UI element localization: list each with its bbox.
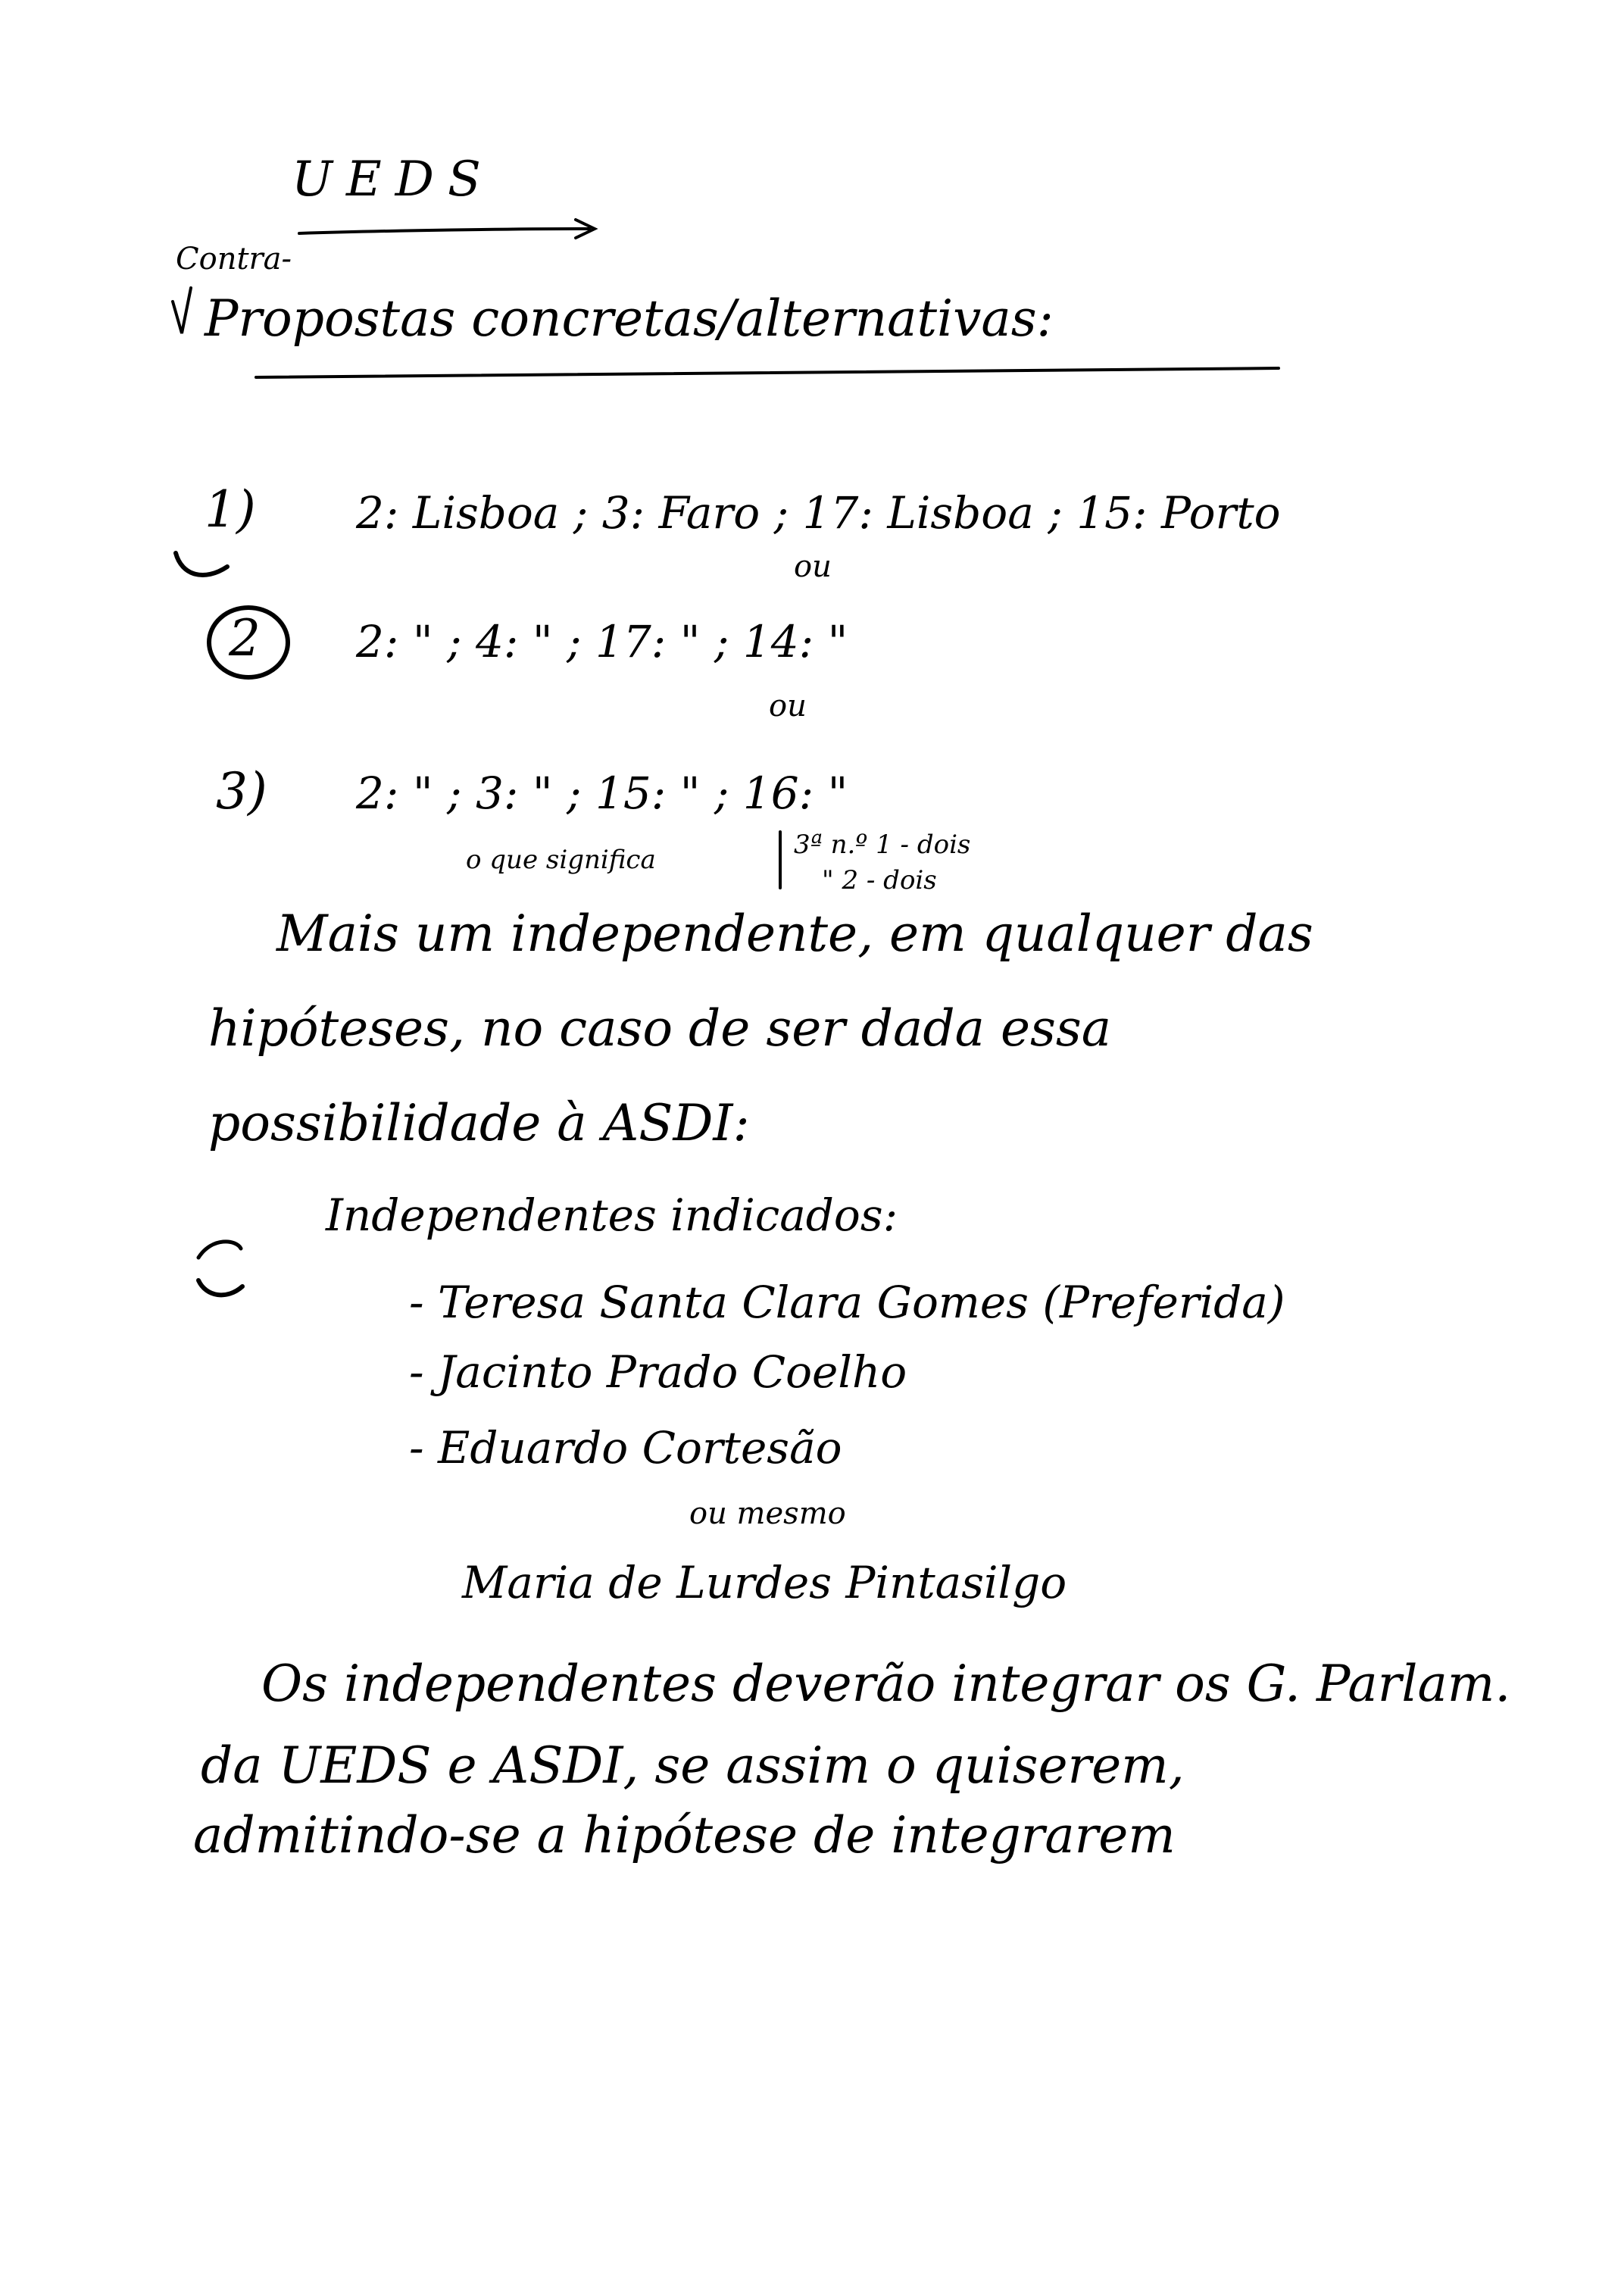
independent-name-1: - Teresa Santa Clara Gomes (Preferida) xyxy=(409,1277,1285,1328)
margin-check-3 xyxy=(198,1280,242,1295)
meaning-line-1: 3ª n.º 1 - dois xyxy=(794,830,971,860)
margin-check-2 xyxy=(198,1242,241,1258)
paragraph-1-line-3: possibilidade à ASDI: xyxy=(208,1094,750,1152)
meaning-line-2: " 2 - dois xyxy=(822,865,937,895)
paragraph-1-line-1: Mais um independente, em qualquer das xyxy=(276,905,1313,963)
connector-ou-1: ou xyxy=(794,549,832,584)
header-arrow xyxy=(299,229,589,233)
option-2-label: 2 xyxy=(229,609,261,667)
header-title: Propostas concretas/alternativas: xyxy=(205,289,1054,348)
option-1-label: 1) xyxy=(205,480,256,539)
connector-ou-2: ou xyxy=(769,689,807,724)
option-3-line: 2: " ; 3: " ; 15: " ; 16: " xyxy=(356,767,848,819)
margin-check-1 xyxy=(176,553,227,575)
title-underline xyxy=(256,368,1279,377)
independent-name-2: - Jacinto Prado Coelho xyxy=(409,1346,907,1398)
paragraph-1-line-2: hipóteses, no caso de ser dada essa xyxy=(208,999,1112,1058)
header-prefix: Contra- xyxy=(176,242,292,277)
option-2-circle xyxy=(209,608,288,677)
meaning-text: o que significa xyxy=(466,845,656,875)
paragraph-2-line-3: admitindo-se a hipótese de integrarem xyxy=(193,1806,1176,1864)
option-1-line: 2: Lisboa ; 3: Faro ; 17: Lisboa ; 15: Porto xyxy=(356,487,1281,539)
option-2-line: 2: " ; 4: " ; 17: " ; 14: " xyxy=(356,616,848,667)
independent-extra: Maria de Lurdes Pintasilgo xyxy=(462,1557,1067,1608)
paragraph-2-line-2: da UEDS e ASDI, se assim o quiserem, xyxy=(201,1736,1185,1795)
independent-name-3: - Eduardo Cortesão xyxy=(409,1422,842,1474)
header-code: UEDS xyxy=(292,152,495,208)
or-same: ou mesmo xyxy=(689,1496,846,1531)
independents-heading: Independentes indicados: xyxy=(326,1189,898,1241)
title-tick xyxy=(173,288,191,333)
paragraph-2-line-1: Os independentes deverão integrar os G. Parlam. xyxy=(261,1655,1511,1713)
option-3-label: 3) xyxy=(216,762,267,820)
